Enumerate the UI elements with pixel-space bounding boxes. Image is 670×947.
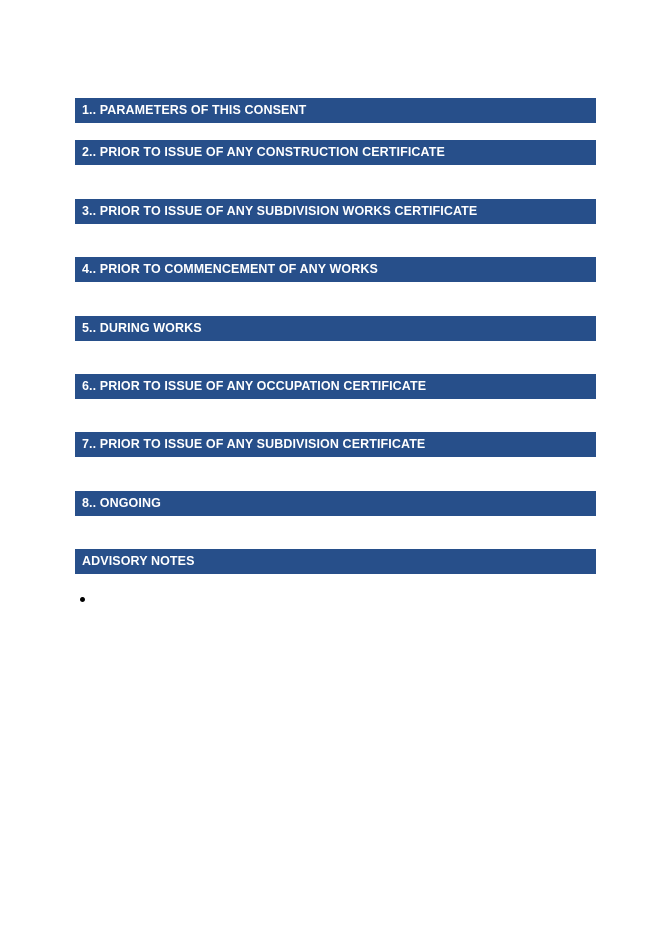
section-heading-ongoing: 8.. ONGOING [75, 491, 596, 516]
section-heading-commencement-of-works: 4.. PRIOR TO COMMENCEMENT OF ANY WORKS [75, 257, 596, 282]
section-heading-parameters: 1.. PARAMETERS OF THIS CONSENT [75, 98, 596, 123]
section-heading-construction-certificate: 2.. PRIOR TO ISSUE OF ANY CONSTRUCTION CERTIFICATE [75, 140, 596, 165]
section-heading-subdivision-works-certificate: 3.. PRIOR TO ISSUE OF ANY SUBDIVISION WORKS CERTIFICATE [75, 199, 596, 224]
bullet-point [80, 597, 85, 602]
section-heading-occupation-certificate: 6.. PRIOR TO ISSUE OF ANY OCCUPATION CERTIFICATE [75, 374, 596, 399]
section-heading-advisory-notes: ADVISORY NOTES [75, 549, 596, 574]
section-heading-during-works: 5.. DURING WORKS [75, 316, 596, 341]
section-heading-subdivision-certificate: 7.. PRIOR TO ISSUE OF ANY SUBDIVISION CERTIFICATE [75, 432, 596, 457]
